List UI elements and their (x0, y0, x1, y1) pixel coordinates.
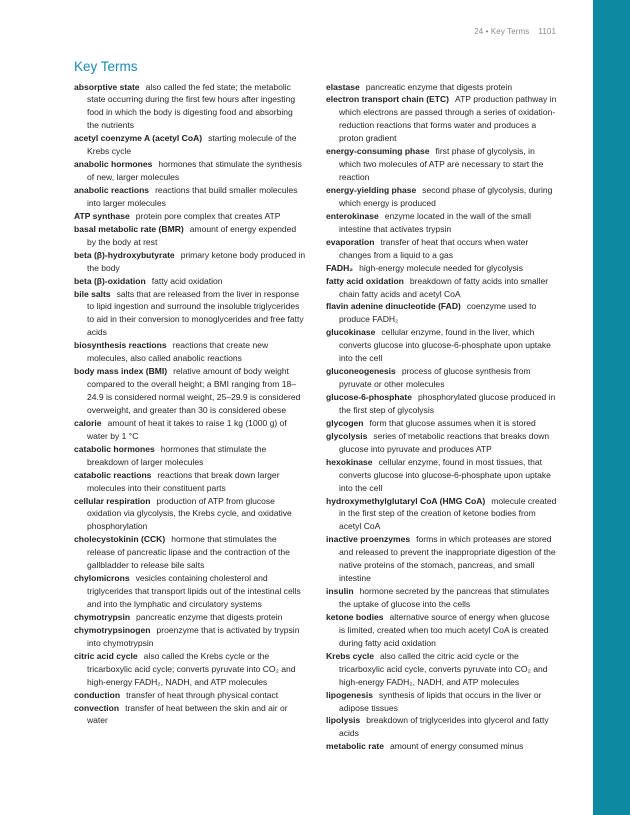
glossary-term: catabolic hormones (74, 443, 155, 454)
glossary-entry (326, 585, 558, 611)
glossary-entry (326, 81, 558, 94)
glossary-entry (74, 469, 306, 495)
glossary-term: hydroxymethylglutaryl CoA (HMG CoA) (326, 495, 486, 506)
glossary-definition: amount of heat it takes to raise 1 kg (1000 g) of water by 1 °C (87, 417, 287, 441)
glossary-entry (74, 210, 306, 223)
glossary-term: flavin adenine dinucleotide (FAD) (326, 301, 461, 312)
glossary-term: glycogen (326, 417, 364, 428)
chapter-label: 24 • Key Terms (474, 27, 530, 36)
glossary-entry (74, 184, 306, 210)
glossary-definition: forms in which proteases are stored and released to prevent the inappropriate digestion of the native proteins of the stomach, pancreas, and small intestine (339, 534, 556, 584)
glossary-entry (74, 288, 306, 340)
glossary-definition: first phase of glycolysis, in which two molecules of ATP are necessary to start the reaction (339, 146, 544, 183)
glossary-entry (326, 430, 558, 456)
glossary-definition: vesicles containing cholesterol and triglycerides that transport lipids out of the intestinal cells and into the lymphatic and circulatory systems (87, 573, 301, 609)
glossary-term: chymotrypsin (74, 611, 131, 622)
glossary-entry (326, 456, 558, 495)
glossary-definition: reactions that create new molecules, also called anabolic reactions (87, 340, 269, 364)
glossary-definition: ATP production pathway in which electrons are passed through a series of oxidation-reduction reactions that forms water and produces a proton gradient (339, 94, 557, 144)
glossary-term: citric acid cycle (74, 650, 138, 661)
glossary-definition: amount of energy expended by the body at rest (87, 223, 297, 247)
glossary-entry (326, 262, 558, 275)
glossary-definition: process of glucose synthesis from pyruvate or other molecules (339, 366, 531, 390)
glossary-term: Krebs cycle (326, 650, 374, 661)
glossary-entry (326, 184, 558, 210)
glossary-term: gluconeogenesis (326, 366, 396, 377)
glossary-definition: also called the Krebs cycle or the tricarboxylic acid cycle; converts pyruvate into CO₂ and high-energy FADH₂, NADH, and ATP molecules (87, 650, 296, 687)
glossary-definition: enzyme located in the wall of the small intestine that activates trypsin (339, 210, 532, 234)
glossary-definition: also called the citric acid cycle or the tricarboxylic acid cycle, converts pyruvate into CO₂ and high-energy FADH₂, NADH, and ATP molecules (339, 650, 548, 687)
glossary-entry (74, 702, 306, 728)
glossary-definition: relative amount of body weight compared to the overall height; a BMI ranging from 18–24.9 is considered normal weight, 25–29.9 is considered overweight, and greater than 30 is considered obese (87, 366, 301, 415)
glossary-entry (326, 714, 558, 740)
glossary-entry (326, 93, 558, 145)
glossary-term: elastase (326, 81, 360, 92)
section-title: Key Terms (74, 59, 138, 74)
glossary-definition: coenzyme used to produce FADH₂ (339, 301, 537, 325)
glossary-entry (74, 223, 306, 249)
glossary-definition: pancreatic enzyme that digests protein (136, 611, 283, 622)
chapter-sidebar-band (593, 0, 630, 815)
glossary-entry (326, 391, 558, 417)
glossary-term: lipogenesis (326, 689, 374, 700)
glossary-term: fatty acid oxidation (326, 275, 404, 286)
glossary-definition: hormone secreted by the pancreas that stimulates the uptake of glucose into the cells (339, 586, 550, 609)
glossary-definition: alternative source of energy when glucose is limited, created when too much acetyl CoA is created during fatty acid oxidation (339, 611, 550, 648)
glossary-entry (326, 326, 558, 365)
glossary-term: glucose-6-phosphate (326, 392, 412, 402)
glossary-entry (74, 443, 306, 469)
glossary-entry (326, 611, 558, 650)
glossary-term: anabolic hormones (74, 159, 153, 170)
glossary-definition: hormones that stimulate the synthesis of new, larger molecules (87, 159, 302, 183)
glossary-term: bile salts (74, 288, 111, 299)
glossary-definition: phosphorylated glucose produced in the first step of glycolysis (339, 392, 556, 415)
glossary-term: acetyl coenzyme A (acetyl CoA) (74, 133, 203, 144)
glossary-definition: pancreatic enzyme that digests protein (365, 81, 513, 92)
glossary-term: evaporation (326, 236, 375, 247)
glossary-term: catabolic reactions (74, 469, 152, 480)
glossary-term: beta (β)-hydroxybutyrate (74, 249, 175, 260)
glossary-term: chymotrypsinogen (74, 624, 151, 635)
glossary-entry (326, 300, 558, 326)
glossary-entry (74, 417, 306, 443)
glossary-definition: hormone that stimulates the release of pancreatic lipase and the contraction of the gallbladder to release bile salts (87, 534, 290, 571)
glossary-definition: series of metabolic reactions that breaks down glucose into pyruvate and produces ATP (339, 430, 550, 454)
glossary-term: cholecystokinin (CCK) (74, 534, 166, 545)
glossary-column-left (74, 81, 306, 728)
glossary-definition: molecule created in the first step of the creation of ketone bodies from acetyl CoA (339, 495, 557, 532)
glossary-entry (74, 611, 306, 624)
glossary-term: cellular respiration (74, 495, 151, 506)
glossary-term: ketone bodies (326, 611, 384, 622)
glossary-entry (74, 158, 306, 184)
glossary-definition: synthesis of lipids that occurs in the liver or adipose tissues (339, 689, 542, 713)
glossary-term: convection (74, 702, 120, 713)
glossary-entry (74, 689, 306, 702)
glossary-term: biosynthesis reactions (74, 340, 167, 351)
glossary-entry (74, 81, 306, 133)
glossary-definition: transfer of heat through physical contact (126, 689, 279, 700)
glossary-entry (74, 533, 306, 572)
glossary-term: ATP synthase (74, 210, 130, 221)
glossary-term: hexokinase (326, 456, 373, 467)
glossary-entry (326, 145, 558, 184)
glossary-entry (326, 417, 558, 430)
glossary-entry (74, 650, 306, 689)
glossary-entry (74, 339, 306, 365)
glossary-term: glucokinase (326, 327, 376, 338)
glossary-definition: second phase of glycolysis, during which energy is produced (339, 185, 553, 208)
glossary-entry (326, 365, 558, 391)
glossary-definition: salts that are released from the liver in response to lipid ingestion and surround the insoluble triglycerides to aid in their conversion to monoglycerides and free fatty acids (87, 288, 304, 338)
glossary-definition: starting molecule of the Krebs cycle (87, 133, 297, 157)
glossary-term: lipolysis (326, 715, 361, 726)
glossary-entry (74, 624, 306, 650)
glossary-definition: transfer of heat that occurs when water changes from a liquid to a gas (339, 236, 529, 260)
glossary-term: body mass index (BMI) (74, 366, 168, 377)
glossary-entry (326, 275, 558, 301)
glossary-definition: proenzyme that is activated by trypsin into chymotrypsin (87, 624, 300, 648)
glossary-term: enterokinase (326, 210, 379, 221)
glossary-term: energy-consuming phase (326, 146, 430, 157)
glossary-column-right (326, 81, 558, 754)
page-number: 1101 (538, 27, 556, 36)
glossary-entry (326, 689, 558, 715)
glossary-definition: protein pore complex that creates ATP (135, 210, 281, 221)
glossary-entry (326, 533, 558, 585)
glossary-entry (326, 495, 558, 534)
running-header (474, 27, 556, 36)
glossary-definition: high-energy molecule needed for glycolysis (359, 262, 523, 273)
glossary-term: inactive proenzymes (326, 534, 411, 545)
glossary-term: glycolysis (326, 430, 368, 441)
glossary-term: basal metabolic rate (BMR) (74, 223, 184, 234)
glossary-definition: production of ATP from glucose oxidation via glycolysis, the Krebs cycle, and oxidative phosphorylation (87, 495, 292, 532)
glossary-definition: primary ketone body produced in the body (87, 249, 306, 273)
glossary-definition: breakdown of fatty acids into smaller chain fatty acids and acetyl CoA (339, 275, 549, 299)
glossary-definition: amount of energy consumed minus (389, 741, 524, 752)
glossary-definition: reactions that break down larger molecules into their constituent parts (87, 469, 280, 493)
glossary-entry (326, 650, 558, 689)
glossary-entry (74, 495, 306, 534)
glossary-definition: reactions that build smaller molecules into larger molecules (87, 185, 298, 208)
glossary-definition: form that glucose assumes when it is stored (369, 417, 536, 428)
glossary-entry (326, 236, 558, 262)
glossary-entry (74, 365, 306, 417)
glossary-term: beta (β)-oxidation (74, 275, 146, 286)
glossary-term: conduction (74, 689, 121, 700)
glossary-entry (74, 572, 306, 611)
glossary-definition: cellular enzyme, found in most tissues, that converts glucose into glucose-6-phosphate upon uptake into the cell (339, 456, 551, 493)
glossary-entry (326, 740, 558, 753)
glossary-definition: fatty acid oxidation (151, 275, 223, 286)
glossary-definition: hormones that stimulate the breakdown of larger molecules (87, 443, 267, 467)
glossary-term: FADH₂ (326, 262, 354, 273)
glossary-entry (74, 249, 306, 275)
glossary-term: electron transport chain (ETC) (326, 94, 449, 105)
glossary-entry (326, 210, 558, 236)
glossary-term: anabolic reactions (74, 185, 150, 195)
glossary-entry (74, 275, 306, 288)
glossary-definition: breakdown of triglycerides into glycerol and fatty acids (339, 715, 549, 739)
glossary-term: energy-yielding phase (326, 185, 417, 195)
glossary-term: absorptive state (74, 81, 140, 92)
glossary-term: insulin (326, 586, 354, 597)
glossary-definition: also called the fed state; the metabolic state occurring during the first few hours after ingesting food in which the body is digesting food and absorbing the nutrients (87, 81, 296, 131)
glossary-term: calorie (74, 417, 102, 428)
glossary-term: chylomicrons (74, 573, 130, 584)
glossary-definition: cellular enzyme, found in the liver, which converts glucose into glucose-6-phosphate upon uptake into the cell (339, 327, 551, 364)
glossary-term: metabolic rate (326, 741, 384, 752)
glossary-entry (74, 132, 306, 158)
glossary-definition: transfer of heat between the skin and air or water (87, 702, 288, 726)
